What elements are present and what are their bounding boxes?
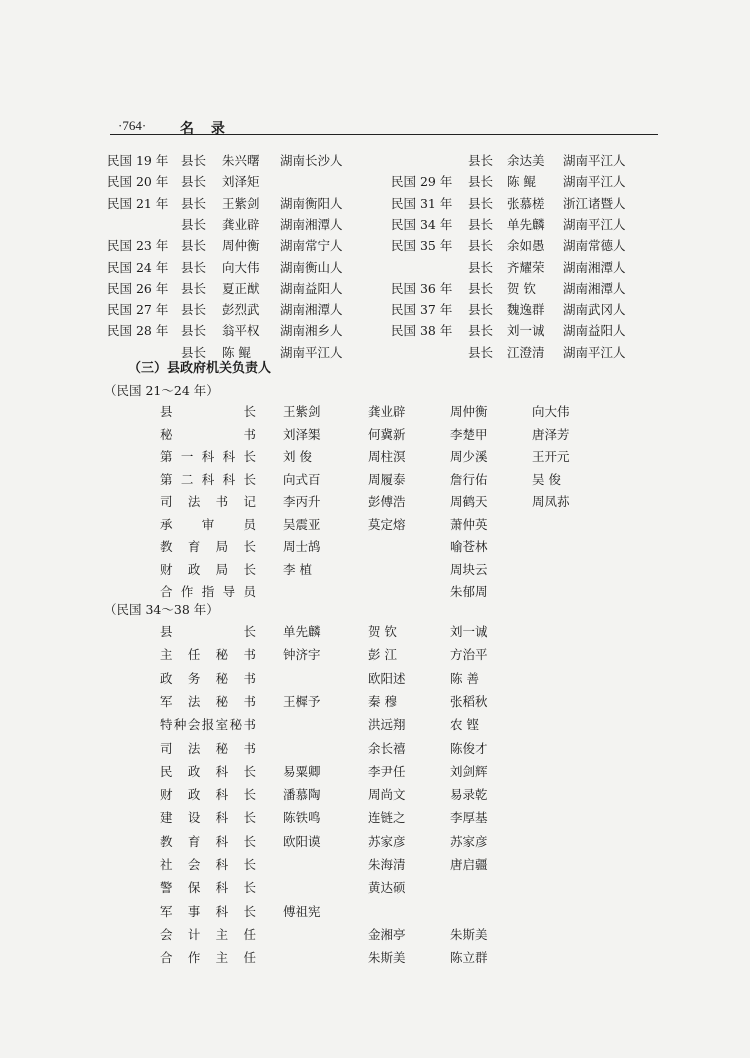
magistrate-row — [391, 236, 671, 256]
official-row — [160, 948, 620, 968]
official-name: 钟济宇 — [283, 647, 321, 663]
year: 民国 29 年 — [391, 174, 453, 190]
post: 县长 — [468, 195, 494, 211]
origin: 湖南湘乡人 — [280, 323, 343, 339]
official-name: 余长禧 — [368, 740, 406, 756]
year: 民国 37 年 — [391, 302, 453, 318]
official-row — [160, 669, 620, 689]
magistrate-row — [107, 172, 387, 192]
magistrate-row — [107, 321, 387, 341]
name: 翁平权 — [222, 323, 260, 339]
post-title: 军法秘书 — [160, 693, 256, 709]
official-name: 周士鸪 — [283, 539, 321, 554]
post: 县长 — [468, 238, 494, 254]
official-name: 何冀新 — [368, 426, 406, 442]
year: 民国 19 年 — [107, 153, 169, 168]
origin: 湖南衡山人 — [280, 259, 343, 275]
running-title: 名 录 — [180, 121, 231, 137]
name: 彭烈武 — [222, 302, 260, 318]
year: 民国 38 年 — [391, 323, 453, 339]
official-name: 唐启疆 — [450, 857, 488, 872]
section-heading: （三）县政府机关负责人 — [128, 361, 272, 376]
origin: 湖南衡阳人 — [280, 195, 343, 211]
official-name: 连链之 — [368, 810, 406, 826]
year: 民国 27 年 — [107, 302, 169, 318]
name: 余达美 — [507, 153, 545, 168]
origin: 湖南湘潭人 — [563, 259, 626, 275]
year: 民国 35 年 — [391, 238, 453, 254]
origin: 湖南长沙人 — [280, 153, 343, 168]
post-title: 会计主任 — [160, 926, 256, 942]
official-row — [160, 739, 620, 759]
official-row — [160, 402, 620, 422]
official-name: 朱郁周 — [450, 584, 488, 599]
official-name: 李厚基 — [450, 810, 488, 826]
name: 龚业辟 — [222, 216, 260, 232]
official-name: 易粟卿 — [283, 763, 321, 779]
name: 单先麟 — [507, 216, 545, 232]
post: 县长 — [181, 238, 207, 254]
official-row — [160, 537, 620, 557]
official-name: 秦 穆 — [368, 693, 397, 709]
name: 陈 鲲 — [507, 174, 536, 190]
official-name: 吴 俊 — [532, 471, 561, 487]
post: 县长 — [181, 344, 207, 360]
official-row — [160, 902, 620, 922]
official-row — [160, 785, 620, 805]
name: 刘一诚 — [507, 323, 545, 339]
official-name: 欧阳述 — [368, 670, 406, 686]
official-row — [160, 692, 620, 712]
official-row — [160, 762, 620, 782]
magistrate-row — [391, 321, 671, 341]
official-name: 李丙升 — [283, 494, 321, 509]
origin: 湖南平江人 — [563, 216, 626, 232]
post-title: 承审员 — [160, 516, 256, 532]
post: 县长 — [468, 280, 494, 296]
year: 民国 24 年 — [107, 259, 169, 275]
header-rule — [110, 134, 658, 135]
official-name: 周尚文 — [368, 787, 406, 803]
official-row — [160, 832, 620, 852]
origin: 湖南常宁人 — [280, 238, 343, 254]
post: 县长 — [181, 259, 207, 275]
official-name: 潘慕陶 — [283, 787, 321, 803]
magistrate-row — [391, 151, 671, 171]
period2-label: （民国 34～38 年） — [104, 602, 219, 617]
official-name: 周仲衡 — [450, 404, 488, 419]
origin: 湖南平江人 — [280, 344, 343, 360]
post: 县长 — [181, 216, 207, 232]
name: 陈 鲲 — [222, 344, 251, 360]
post-title: 合作指导员 — [160, 584, 256, 599]
official-name: 喻苍林 — [450, 539, 488, 554]
origin: 湖南武冈人 — [563, 302, 626, 318]
post-title: 县长 — [160, 404, 256, 419]
post-title: 教育局长 — [160, 539, 256, 554]
official-name: 张稻秋 — [450, 693, 488, 709]
official-name: 贺 钦 — [368, 624, 397, 639]
name: 余如愚 — [507, 238, 545, 254]
magistrate-row — [391, 172, 671, 192]
name: 魏逸群 — [507, 302, 545, 318]
official-name: 彭 江 — [368, 647, 397, 663]
name: 张慕槎 — [507, 195, 545, 211]
origin: 湖南湘潭人 — [280, 216, 343, 232]
official-name: 龚业辟 — [368, 404, 406, 419]
official-name: 洪远翔 — [368, 717, 406, 733]
year: 民国 26 年 — [107, 280, 169, 296]
name: 齐耀荣 — [507, 259, 545, 275]
post-title: 司法书记 — [160, 494, 256, 509]
official-row — [160, 492, 620, 512]
post-title: 第一科科长 — [160, 449, 256, 464]
magistrate-row — [107, 279, 387, 299]
official-name: 刘一诚 — [450, 624, 488, 639]
post: 县长 — [181, 302, 207, 318]
official-row — [160, 515, 620, 535]
year: 民国 36 年 — [391, 280, 453, 296]
official-name: 刘泽榘 — [283, 426, 321, 442]
name: 向大伟 — [222, 259, 260, 275]
official-row — [160, 560, 620, 580]
official-name: 苏家彦 — [368, 833, 406, 849]
official-row — [160, 447, 620, 467]
magistrate-row — [107, 236, 387, 256]
official-row — [160, 878, 620, 898]
magistrate-row — [391, 215, 671, 235]
official-name: 萧仲英 — [450, 516, 488, 532]
official-name: 陈铁鸣 — [283, 810, 321, 826]
post-title: 主任秘书 — [160, 647, 256, 663]
official-name: 王樨予 — [283, 693, 321, 709]
origin: 湖南平江人 — [563, 153, 626, 168]
official-row — [160, 925, 620, 945]
post-title: 第二科科长 — [160, 471, 256, 487]
magistrate-row — [391, 279, 671, 299]
post-title: 财政局长 — [160, 561, 256, 577]
official-name: 陈立群 — [450, 950, 488, 966]
post: 县长 — [468, 302, 494, 318]
post: 县长 — [181, 195, 207, 211]
official-name: 唐泽芳 — [532, 426, 570, 442]
official-name: 农 铿 — [450, 717, 479, 733]
post: 县长 — [468, 174, 494, 190]
name: 刘泽矩 — [222, 174, 260, 190]
official-name: 易录乾 — [450, 787, 488, 803]
official-name: 朱斯美 — [450, 926, 488, 942]
post-title: 民政科长 — [160, 763, 256, 779]
post-title: 财政科长 — [160, 787, 256, 803]
official-name: 詹行佑 — [450, 471, 488, 487]
origin: 湖南湘潭人 — [563, 280, 626, 296]
year: 民国 28 年 — [107, 323, 169, 339]
page-header — [118, 118, 231, 137]
official-row — [160, 715, 620, 735]
post-title: 警保科长 — [160, 880, 256, 896]
post-title: 特种会报室秘书 — [160, 717, 256, 733]
magistrate-row — [391, 258, 671, 278]
official-name: 李尹任 — [368, 763, 406, 779]
official-name: 陈俊才 — [450, 740, 488, 756]
official-name: 金湘亭 — [368, 926, 406, 942]
official-row — [160, 425, 620, 445]
post-title: 县长 — [160, 624, 256, 639]
year: 民国 20 年 — [107, 174, 169, 190]
official-row — [160, 645, 620, 665]
magistrate-row — [107, 258, 387, 278]
post: 县长 — [181, 323, 207, 339]
post: 县长 — [468, 323, 494, 339]
magistrate-row — [107, 151, 387, 171]
official-row — [160, 622, 620, 642]
official-name: 黄达硕 — [368, 880, 406, 896]
post: 县长 — [468, 259, 494, 275]
official-name: 周块云 — [450, 561, 488, 577]
official-name: 朱海清 — [368, 857, 406, 872]
official-name: 刘剑辉 — [450, 763, 488, 779]
year: 民国 31 年 — [391, 195, 453, 211]
official-name: 周柱溟 — [368, 449, 406, 464]
official-name: 单先麟 — [283, 624, 321, 639]
official-name: 陈 善 — [450, 670, 479, 686]
official-row — [160, 855, 620, 875]
official-name: 朱斯美 — [368, 950, 406, 966]
official-name: 欧阳谟 — [283, 833, 321, 849]
official-name: 傅祖宪 — [283, 903, 321, 919]
post-title: 社会科长 — [160, 857, 256, 872]
origin: 湖南益阳人 — [563, 323, 626, 339]
official-name: 王开元 — [532, 449, 570, 464]
post: 县长 — [468, 344, 494, 360]
post-title: 司法秘书 — [160, 740, 256, 756]
post-title: 教育科长 — [160, 833, 256, 849]
magistrate-row — [391, 343, 671, 363]
magistrate-row — [107, 215, 387, 235]
official-row — [160, 808, 620, 828]
official-name: 王紫剑 — [283, 404, 321, 419]
official-name: 彭傅浩 — [368, 494, 406, 509]
post: 县长 — [468, 216, 494, 232]
post-title: 合作主任 — [160, 950, 256, 966]
origin: 湖南平江人 — [563, 174, 626, 190]
year: 民国 23 年 — [107, 238, 169, 254]
name: 贺 钦 — [507, 280, 536, 296]
official-name: 莫定熔 — [368, 516, 406, 532]
official-name: 李楚甲 — [450, 426, 488, 442]
official-name: 苏家彦 — [450, 833, 488, 849]
name: 王紫剑 — [222, 195, 260, 211]
period1-label: （民国 21～24 年） — [104, 383, 219, 398]
magistrate-row — [391, 194, 671, 214]
page-number: ·764· — [118, 118, 147, 133]
post: 县长 — [181, 153, 207, 168]
post-title: 军事科长 — [160, 903, 256, 919]
name: 周仲衡 — [222, 238, 260, 254]
post-title: 建设科长 — [160, 810, 256, 826]
official-name: 方治平 — [450, 647, 488, 663]
magistrate-row — [107, 194, 387, 214]
official-name: 刘 俊 — [283, 449, 312, 464]
year: 民国 34 年 — [391, 216, 453, 232]
origin: 湖南平江人 — [563, 344, 626, 360]
official-name: 周凤荪 — [532, 494, 570, 509]
post-title: 秘书 — [160, 426, 256, 442]
origin: 湖南益阳人 — [280, 280, 343, 296]
name: 朱兴曙 — [222, 153, 260, 168]
official-name: 周鹤天 — [450, 494, 488, 509]
official-row — [160, 470, 620, 490]
official-name: 向大伟 — [532, 404, 570, 419]
magistrate-row — [391, 300, 671, 320]
origin: 湖南常德人 — [563, 238, 626, 254]
official-name: 李 植 — [283, 561, 312, 577]
post: 县长 — [181, 174, 207, 190]
post-title: 政务秘书 — [160, 670, 256, 686]
magistrate-row — [107, 300, 387, 320]
post: 县长 — [181, 280, 207, 296]
official-name: 向式百 — [283, 471, 321, 487]
name: 江澄清 — [507, 344, 545, 360]
year: 民国 21 年 — [107, 195, 169, 211]
official-name: 吴震亚 — [283, 516, 321, 532]
name: 夏正猷 — [222, 280, 260, 296]
official-name: 周少溪 — [450, 449, 488, 464]
official-row — [160, 582, 620, 602]
post: 县长 — [468, 153, 494, 168]
origin: 湖南湘潭人 — [280, 302, 343, 318]
origin: 浙江诸暨人 — [563, 195, 626, 211]
official-name: 周履泰 — [368, 471, 406, 487]
